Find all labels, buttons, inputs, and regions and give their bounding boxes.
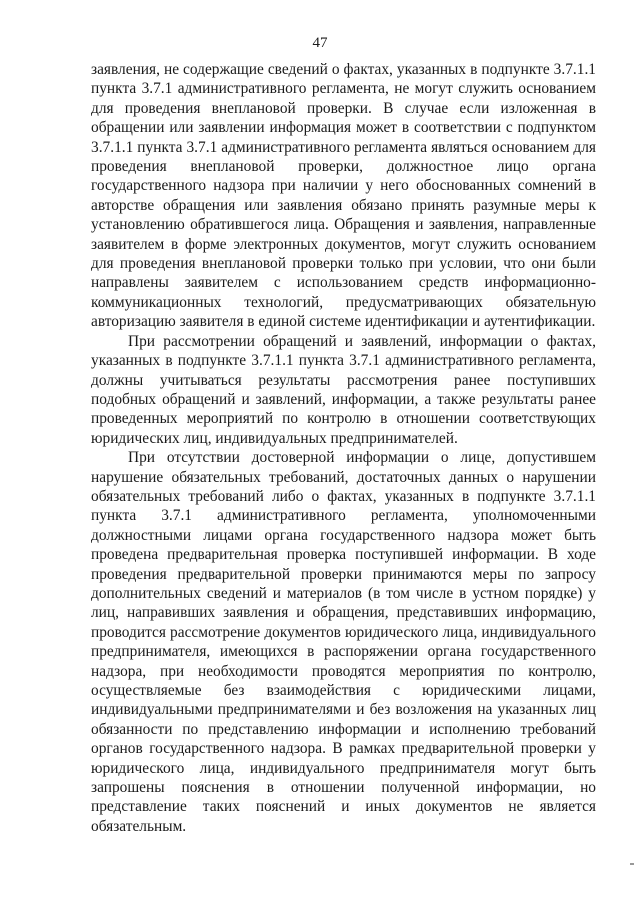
paragraph-continuation: заявления, не содержащие сведений о фактах, указанных в подпункте 3.7.1.1 пункта 3.7.1 административного регламента, не могут служить основанием для проведения внеплановой проверки. В случае если изложенная в обращении или заявлении информация может в соответствии с подпунктом 3.7.1.1 пункта 3.7.1 административного регламента являться основанием для проведения внеплановой проверки, должностное лицо органа государственного надзора при наличии у него обоснованных сомнений в авторстве обращения или заявления обязано принять разумные меры к установлению обратившегося лица. Обращения и заявления, направленные заявителем в форме электронных документов, могут служить основанием для проведения внеплановой проверки только при условии, что они были направлены заявителем с использованием средств информационно-коммуникационных технологий, предусматривающих обязательную авторизацию заявителя в единой системе идентификации и аутентификации. bbox=[91, 61, 596, 331]
document-body bbox=[91, 60, 596, 836]
paragraph-preliminary-check: При отсутствии достоверной информации о лице, допустившем нарушение обязательных требований, достаточных данных о нарушении обязательных требований либо о фактах, указанных в подпункте 3.7.1.1 пункта 3.7.1 административного регламента, уполномоченными должностными лицами органа государственного надзора может быть проведена предварительная проверка поступившей информации. В ходе проведения предварительной проверки принимаются меры по запросу дополнительных сведений и материалов (в том числе в устном порядке) у лиц, направивших заявления и обращения, представивших информацию, проводится рассмотрение документов юридического лица, индивидуального предпринимателя, имеющихся в распоряжении органа государственного надзора, при необходимости проводятся мероприятия по контролю, осуществляемые без взаимодействия с юридическими лицами, индивидуальными предпринимателями и без возложения на указанных лиц обязанности по представлению информации и исполнению требований органов государственного надзора. В рамках предварительной проверки у юридического лица, индивидуального предпринимателя могут быть запрошены пояснения в отношении полученной информации, но представление таких пояснений и иных документов не является обязательным. bbox=[91, 449, 596, 835]
page-number: 47 bbox=[312, 35, 328, 51]
paragraph-review-consideration: При рассмотрении обращений и заявлений, информации о фактах, указанных в подпункте 3.7.1.1 пункта 3.7.1 административного регламента, должны учитываться результаты рассмотрения ранее поступивших подобных обращений и заявлений, информации, а также результаты ранее проведенных мероприятий по контролю в отношении соответствующих юридических лиц, индивидуальных предпринимателей. bbox=[91, 332, 596, 447]
scan-edge-mark bbox=[630, 863, 634, 865]
